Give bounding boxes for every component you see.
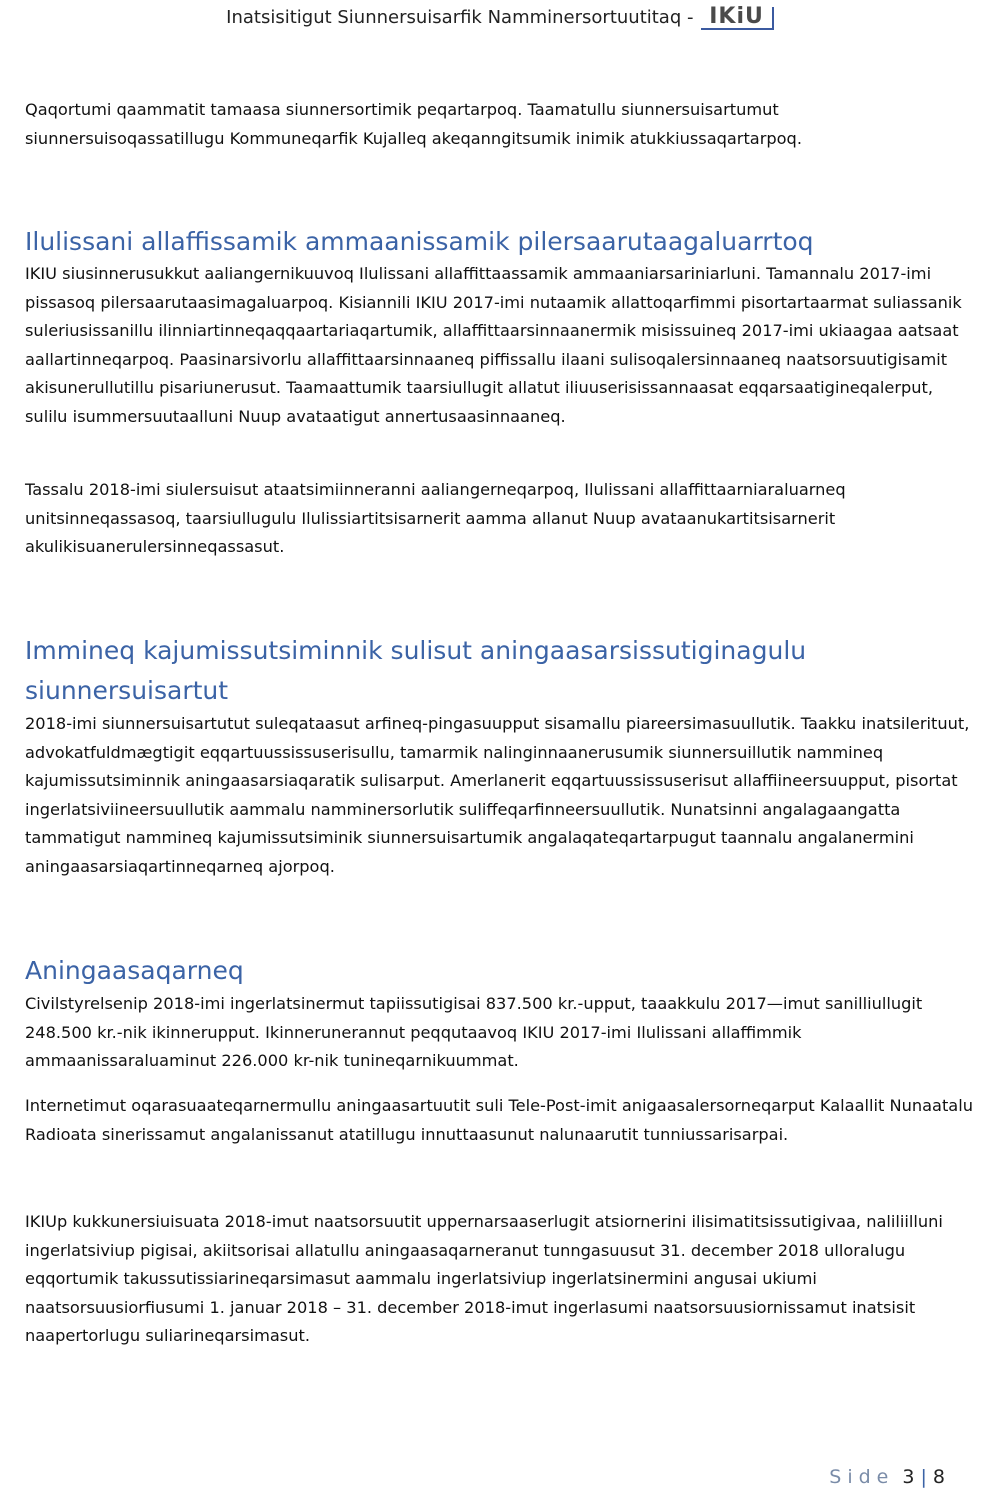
ikiu-logo: IKiU: [701, 7, 774, 30]
total-pages: 8: [932, 1466, 945, 1488]
paragraph-civilstyrelsenip: Civilstyrelsenip 2018-imi ingerlatsinermut tapiissutigisai 837.500 kr.-upput, taaakkulu 2017—imut sanilliullugit 248.500 kr.-nik ikinnerupput. Ikinnerunerannut peqqutaavoq IKIU 2017-imi Ilulissani allaffimmik ammaanissaraluaminut 226.000 kr-nik tunineqarnikuummat.: [25, 994, 923, 1070]
section-heading-ilulissani: Ilulissani allaffissamik ammaanissamik pilersaarutaagaluarrtoq: [25, 227, 814, 256]
page-footer: [829, 1466, 945, 1488]
paragraph-internetimut: Internetimut oqarasuaateqarnermullu aningaasartuutit suli Tele-Post-imit anigaasalersorneqarput Kalaallit Nunaatalu Radioata sinerissamut angalanissanut atatillugu innuttaasunut nalunaarutit tunniussarisarpai.: [25, 1096, 973, 1144]
page-header: [0, 4, 1000, 32]
paragraph-ikiup-kukkunersiuisuata: IKIUp kukkunersiuisuata 2018-imut naatsorsuutit uppernarsaaserlugit atsiornerini ilisimatitsissutigivaa, naliliilluni ingerlatsiviup pigisai, akiitsorisai allatullu aningaasaqarneranut tunngasuusut 31. december 2018 ulloralugu eqqortumik takussutissiarineqarsimasut aammalu ingerlatsiviup ingerlatsinermini angusai ukiumi naatsorsuusiorfiusumi 1. januar 2018 – 31. december 2018-imut ingerlasumi naatsorsuusiornissamut inatsisit naapertorlugu suliarineqarsimasut.: [25, 1212, 943, 1345]
paragraph-siunnersuisartut-2018: 2018-imi siunnersuisartutut suleqataasut arfineq-pingasuupput sisamallu piareersimasuullutik. Taakku inatsilerituut, advokatfuldmægtigit eqqartuussissuserisullu, tamarmik nalinginnaanerusumik siunnersuillutik nammineq kajumissutsiminnik aningaasarsiaqaratik sulisarput. Amerlanerit eqqartuussissuserisut allaffiineersuupput, pisortat ingerlatsiviineersuullutik aammalu namminersorlutik suliffeqarfinneersuullutik. Nunatsinni angalagaangatta tammatigut nammineq kajumissutsiminik siunnersuisartumik angalaqateqartarpugut taannalu angalanermini aningaasarsiaqartinneqarneq ajorpoq.: [25, 714, 970, 876]
section-heading-aningaasaqarneq: Aningaasaqarneq: [25, 956, 244, 985]
page-separator: |: [920, 1466, 927, 1488]
paragraph-tassalu-2018: Tassalu 2018-imi siulersuisut ataatsimiinneranni aaliangerneqarpoq, Ilulissani allaffittaarniaraluarneq unitsinneqassasoq, taarsiullugulu Ilulissiartitsisarnerit aamma allanut Nuup avataanukartitsisarnerit akulikisuanerulersinneqassasut.: [25, 480, 846, 556]
paragraph-qaqortumi: Qaqortumi qaammatit tamaasa siunnersortimik peqartarpoq. Taamatullu siunnersuisartumut siunnersuisoqassatillugu Kommuneqarfik Kujalleq akeqanngitsumik inimik atukkiussaqartarpoq.: [25, 100, 802, 148]
page-number: 3: [902, 1466, 915, 1488]
page-label: Side: [829, 1466, 895, 1488]
paragraph-ikiu-siusinnerusukkut: IKIU siusinnerusukkut aaliangernikuuvoq Ilulissani allaffittaassamik ammaaniarsariniarluni. Tamannalu 2017-imi pissasoq pilersaarutaasimagaluarpoq. Kisiannili IKIU 2017-imi nutaamik allattoqarfimmi pisortartaarmat suliassanik suleriusissanillu ilinniartinneqaqqaartariaqartumik, allaffittaarsinnaanermik misissuineq 2017-imi ukiaagaa aatsaat aallartinneqarpoq. Paasinarsivorlu allaffittaarsinnaaneq piffissallu ilaani sulisoqalersinnaaneq naatsorsuutigisamit akisunerullutillu pisariunerusut. Taamaattumik taarsiullugit allatut iliuuserisissannaasat eqqarsaatigineqalerput, sulilu isummersuutaalluni Nuup avataatigut annertusaasinnaaneq.: [25, 264, 962, 426]
header-title: Inatsisitigut Siunnersuisarfik Namminersortuutitaq -: [226, 7, 694, 28]
section-heading-immineq-kajumissutsiminnik: Immineq kajumissutsiminnik sulisut aningaasarsissutiginagulu siunnersuisartut: [25, 636, 807, 705]
